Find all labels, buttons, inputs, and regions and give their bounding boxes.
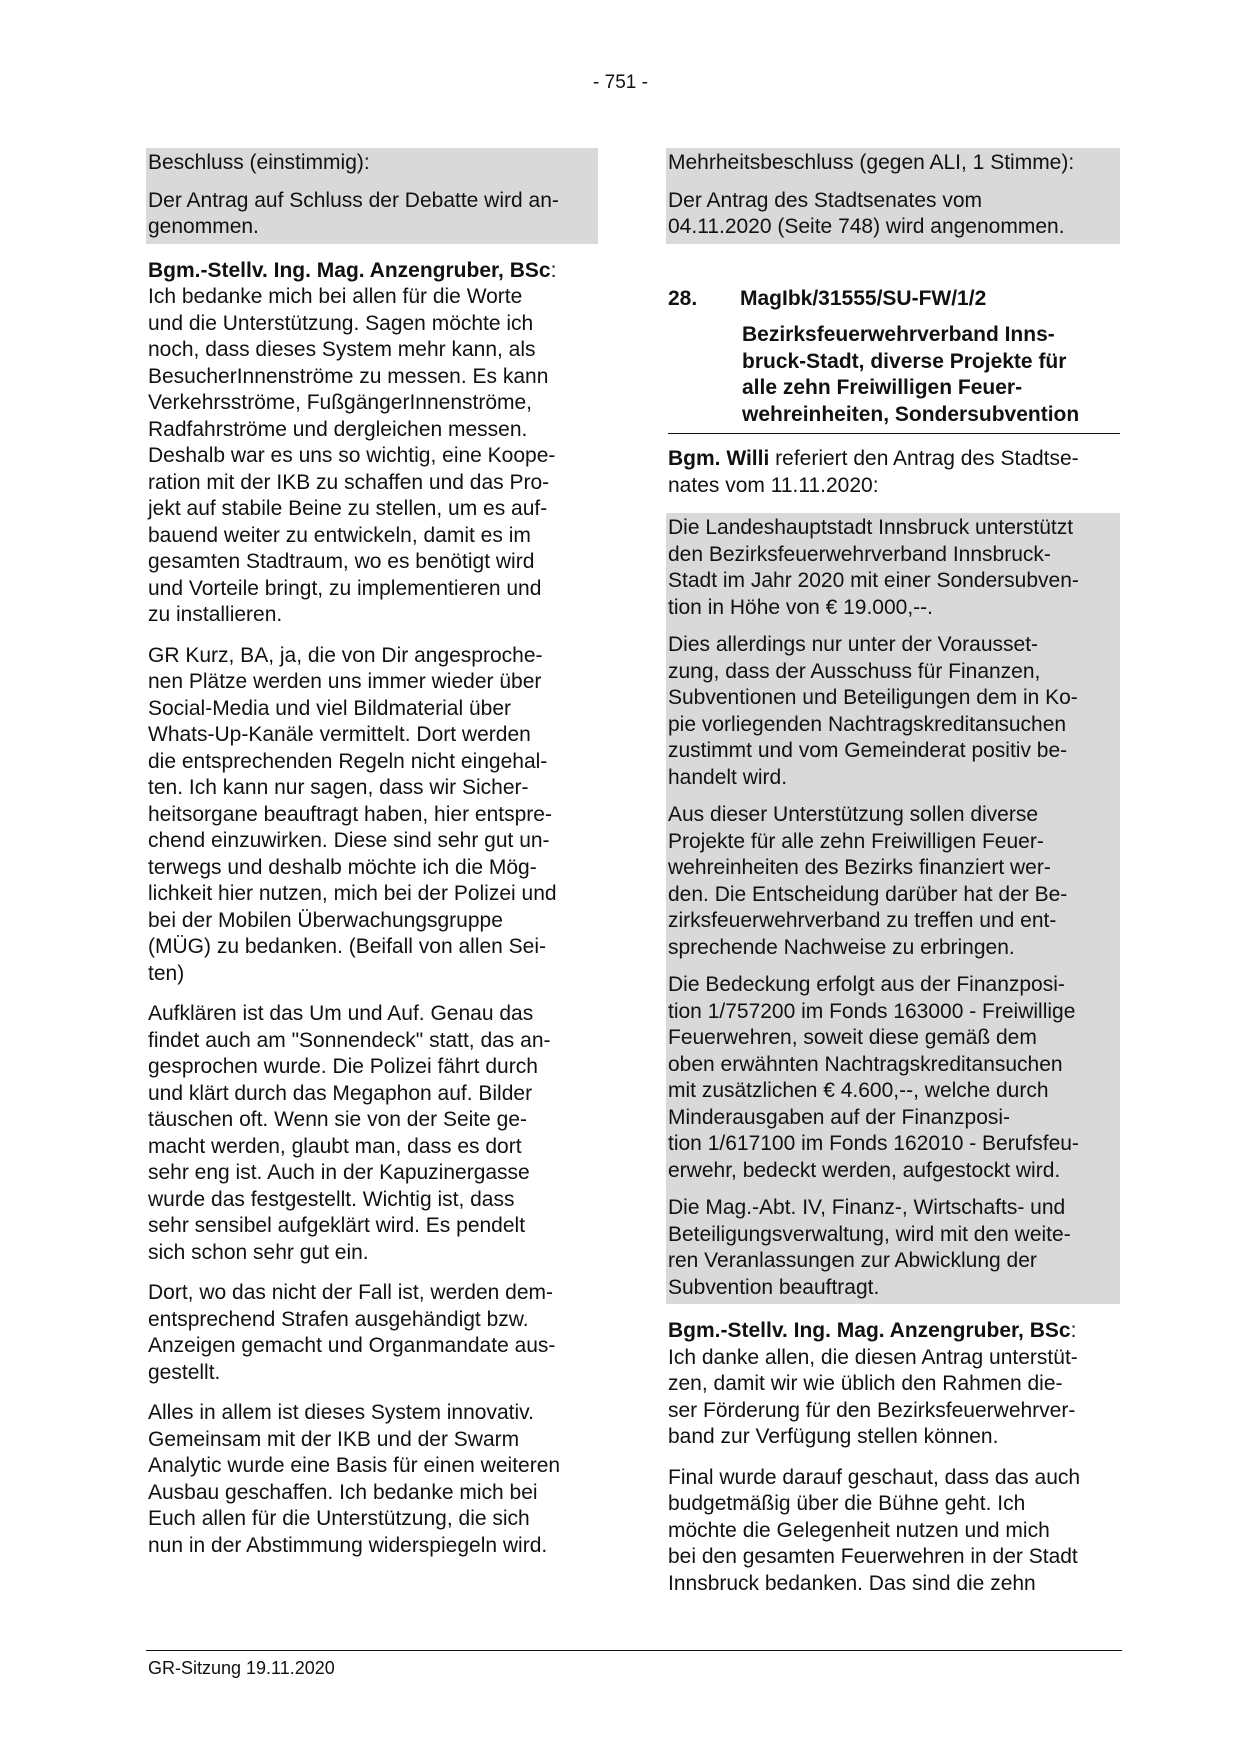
text-line: Aus dieser Unterstützung sollen diverse (668, 803, 1039, 826)
left-column (148, 148, 598, 1573)
resolution-text (148, 188, 596, 241)
text-line: chend einzuwirken. Diese sind sehr gut un- (148, 829, 550, 852)
speech-paragraph (148, 1001, 598, 1266)
resolution-heading: Beschluss (einstimmig): (148, 151, 370, 174)
text-line: täuschen oft. Wenn sie von der Seite ge- (148, 1108, 528, 1131)
motion-paragraph (668, 515, 1118, 621)
text-line: bruck-Stadt, diverse Projekte für (742, 349, 1067, 373)
text-line: Subventionen und Beteiligungen dem in Ko- (668, 686, 1078, 709)
text-line: und die Unterstützung. Sagen möchte ich (148, 311, 534, 335)
text-line: Subvention beauftragt. (668, 1275, 880, 1299)
text-line: Die Bedeckung erfolgt aus der Finanzposi- (668, 973, 1065, 996)
divider (668, 433, 1120, 434)
motion-paragraph (668, 632, 1118, 791)
text-line: Verkehrsströme, FußgängerInnenströme, (148, 391, 533, 414)
text-line: 04.11.2020 (Seite 748) wird angenommen. (668, 215, 1065, 238)
text-line: Alles in allem ist dieses System innovativ. (148, 1401, 534, 1424)
text-line: entsprechend Strafen ausgehändigt bzw. (148, 1307, 529, 1331)
text-line: Minderausgaben auf der Finanzposi- (668, 1105, 1011, 1129)
text-line: wehreinheiten des Bezirks finanziert wer- (668, 856, 1051, 879)
text-line: zirksfeuerwehrverband zu treffen und ent- (668, 909, 1057, 932)
agenda-item-heading (668, 286, 1120, 313)
text-line: Final wurde darauf geschaut, dass das auch (668, 1465, 1081, 1489)
resolution-text (668, 188, 1118, 241)
text-line: Die Landeshauptstadt Innsbruck unterstützt (668, 516, 1074, 539)
resolution-box (146, 148, 598, 244)
text-line: Ich danke allen, die diesen Antrag unterstüt- (668, 1345, 1078, 1369)
text-line: budgetmäßig über die Bühne geht. Ich (668, 1492, 1026, 1515)
text-line: Radfahrströme und dergleichen messen. (148, 417, 528, 441)
text-line: zen, damit wir wie üblich den Rahmen die- (668, 1372, 1063, 1395)
agenda-item-title (668, 322, 1120, 430)
text-line: tion in Höhe von € 19.000,--. (668, 595, 934, 619)
text-line: zustimmt und vom Gemeinderat positiv be- (668, 739, 1068, 762)
text-line: Projekte für alle zehn Freiwilligen Feuer- (668, 829, 1044, 853)
resolution-box (666, 148, 1120, 244)
text-line: Euch allen für die Unterstützung, die sich (148, 1507, 530, 1530)
text-line: findet auch am "Sonnendeck" statt, das an- (148, 1028, 551, 1052)
speech-paragraph (148, 1400, 598, 1559)
text-line: ten) (148, 961, 185, 985)
text-line: oben erwähnten Nachtragskreditansuchen (668, 1052, 1063, 1076)
text-line: Social-Media und viel Bildmaterial über (148, 696, 512, 720)
agenda-item-number: 28. (668, 286, 698, 310)
text-line: Feuerwehren, soweit diese gemäß dem (668, 1026, 1037, 1049)
text-line: lichkeit hier nutzen, mich bei der Polizei und (148, 882, 557, 905)
text-line: mit zusätzlichen € 4.600,--, welche durch (668, 1079, 1049, 1102)
text-line: genommen. (148, 215, 259, 238)
text-line: möchte die Gelegenheit nutzen und mich (668, 1518, 1050, 1542)
speaker-colon: : (1070, 1319, 1077, 1342)
speech-paragraph (668, 1465, 1120, 1598)
text-line: erwehr, bedeckt werden, aufgestockt wird. (668, 1158, 1061, 1182)
speech-paragraph (148, 1280, 598, 1386)
text-line: bei den gesamten Feuerwehren in der Stadt (668, 1545, 1078, 1568)
text-line: jekt auf stabile Beine zu stellen, um es auf- (148, 497, 548, 520)
text-line: Innsbruck bedanken. Das sind die zehn (668, 1571, 1036, 1595)
text-line: und klärt durch das Megaphon auf. Bilder (148, 1081, 533, 1105)
text-line: GR Kurz, BA, ja, die von Dir angesproche- (148, 643, 543, 667)
text-line: handelt wird. (668, 765, 788, 789)
text-line: und Vorteile bringt, zu implementieren und (148, 576, 542, 600)
text-line: Dies allerdings nur unter der Vorausset- (668, 633, 1039, 656)
text-line: Whats-Up-Kanäle vermittelt. Dort werden (148, 723, 531, 746)
text-line: Stadt im Jahr 2020 mit einer Sondersubven- (668, 569, 1079, 592)
speech-paragraph (148, 258, 598, 629)
text-line: alle zehn Freiwilligen Feuer- (742, 376, 1023, 399)
text-line: Ich bedanke mich bei allen für die Worte (148, 285, 523, 308)
speech-paragraph (668, 1318, 1120, 1451)
text-line: ten. Ich kann nur sagen, dass wir Sicher- (148, 776, 529, 799)
text-line: terwegs und deshalb möchte ich die Mög- (148, 855, 537, 879)
text-line: Der Antrag auf Schluss der Debatte wird an- (148, 188, 559, 212)
text-line: ren Veranlassungen zur Abwicklung der (668, 1249, 1037, 1272)
text-line: heitsorgane beauftragt haben, hier entspre- (148, 802, 552, 826)
text-line: macht werden, glaubt man, dass es dort (148, 1134, 522, 1158)
text-line: Gemeinsam mit der IKB und der Swarm (148, 1427, 520, 1451)
footer-text: GR-Sitzung 19.11.2020 (148, 1658, 335, 1678)
text-line: tion 1/617100 im Fonds 162010 - Berufsfeu- (668, 1132, 1079, 1155)
text-fragment: referiert den Antrag des Stadtse- (769, 447, 1079, 470)
text-line: sich schon sehr gut ein. (148, 1240, 369, 1264)
speaker-name: Bgm.-Stellv. Ing. Mag. Anzengruber, BSc (668, 1319, 1071, 1342)
text-line: Analytic wurde eine Basis für einen weiteren (148, 1454, 561, 1477)
text-line: band zur Verfügung stellen können. (668, 1425, 999, 1448)
speech-paragraph (148, 643, 598, 988)
text-line: Anzeigen gemacht und Organmandate aus- (148, 1334, 556, 1357)
text-line: gesamten Stadtraum, wo es benötigt wird (148, 550, 535, 573)
text-line: wurde das festgestellt. Wichtig ist, dass (148, 1187, 515, 1211)
text-line: Der Antrag des Stadtsenates vom (668, 188, 983, 212)
text-line: bei der Mobilen Überwachungsgruppe (148, 908, 503, 932)
text-line: ser Förderung für den Bezirksfeuerwehrver- (668, 1398, 1076, 1422)
intro-paragraph (668, 446, 1120, 499)
speaker-name: Bgm. Willi (668, 447, 770, 470)
text-line: bauend weiter zu entwickeln, damit es im (148, 523, 531, 547)
text-line: Dort, wo das nicht der Fall ist, werden dem- (148, 1281, 553, 1304)
text-line: Deshalb war es uns so wichtig, eine Koope- (148, 444, 556, 467)
text-line: sehr sensibel aufgeklärt wird. Es pendelt (148, 1214, 526, 1237)
text-line: gesprochen wurde. Die Polizei fährt durch (148, 1055, 538, 1078)
text-line: tion 1/757200 im Fonds 163000 - Freiwillige (668, 999, 1076, 1023)
text-line: Aufklären ist das Um und Auf. Genau das (148, 1002, 534, 1025)
text-line: pie vorliegenden Nachtragskreditansuchen (668, 712, 1067, 736)
text-line: noch, dass dieses System mehr kann, als (148, 338, 536, 361)
text-line: nun in der Abstimmung widerspiegeln wird. (148, 1533, 548, 1557)
text-line: nates vom 11.11.2020: (668, 473, 879, 497)
resolution-heading: Mehrheitsbeschluss (gegen ALI, 1 Stimme): (668, 151, 1075, 174)
text-line: Ausbau geschaffen. Ich bedanke mich bei (148, 1480, 538, 1504)
text-line: Beteiligungsverwaltung, wird mit den weite- (668, 1222, 1071, 1246)
text-line: die entsprechenden Regeln nicht eingehal- (148, 749, 548, 773)
motion-box (666, 513, 1120, 1304)
motion-paragraph (668, 972, 1118, 1184)
page-number: - 751 - (593, 72, 648, 93)
text-line: ration mit der IKB zu schaffen und das Pro- (148, 470, 550, 494)
text-line: Die Mag.-Abt. IV, Finanz-, Wirtschafts- und (668, 1196, 1066, 1219)
text-line: (MÜG) zu bedanken. (Beifall von allen Sei- (148, 935, 547, 958)
right-column (668, 148, 1120, 1611)
motion-paragraph (668, 1195, 1118, 1301)
speaker-name: Bgm.-Stellv. Ing. Mag. Anzengruber, BSc (148, 258, 551, 282)
text-line: Bezirksfeuerwehrverband Inns- (742, 323, 1055, 346)
text-line: zu installieren. (148, 603, 283, 626)
text-line: den Bezirksfeuerwehrverband Innsbruck- (668, 542, 1051, 566)
text-line: sprechende Nachweise zu erbringen. (668, 935, 1015, 959)
motion-paragraph (668, 802, 1118, 961)
agenda-item-code: MagIbk/31555/SU-FW/1/2 (740, 286, 987, 310)
footer-divider (146, 1650, 1122, 1651)
text-line: sehr eng ist. Auch in der Kapuzinergasse (148, 1161, 530, 1184)
text-line: BesucherInnenströme zu messen. Es kann (148, 364, 549, 388)
text-line: zung, dass der Ausschuss für Finanzen, (668, 659, 1041, 683)
text-line: den. Die Entscheidung darüber hat der Be- (668, 882, 1068, 906)
text-line: wehreinheiten, Sondersubvention (742, 402, 1080, 426)
text-line: nen Plätze werden uns immer wieder über (148, 670, 542, 693)
speaker-colon: : (550, 258, 557, 282)
text-line: gestellt. (148, 1360, 221, 1384)
